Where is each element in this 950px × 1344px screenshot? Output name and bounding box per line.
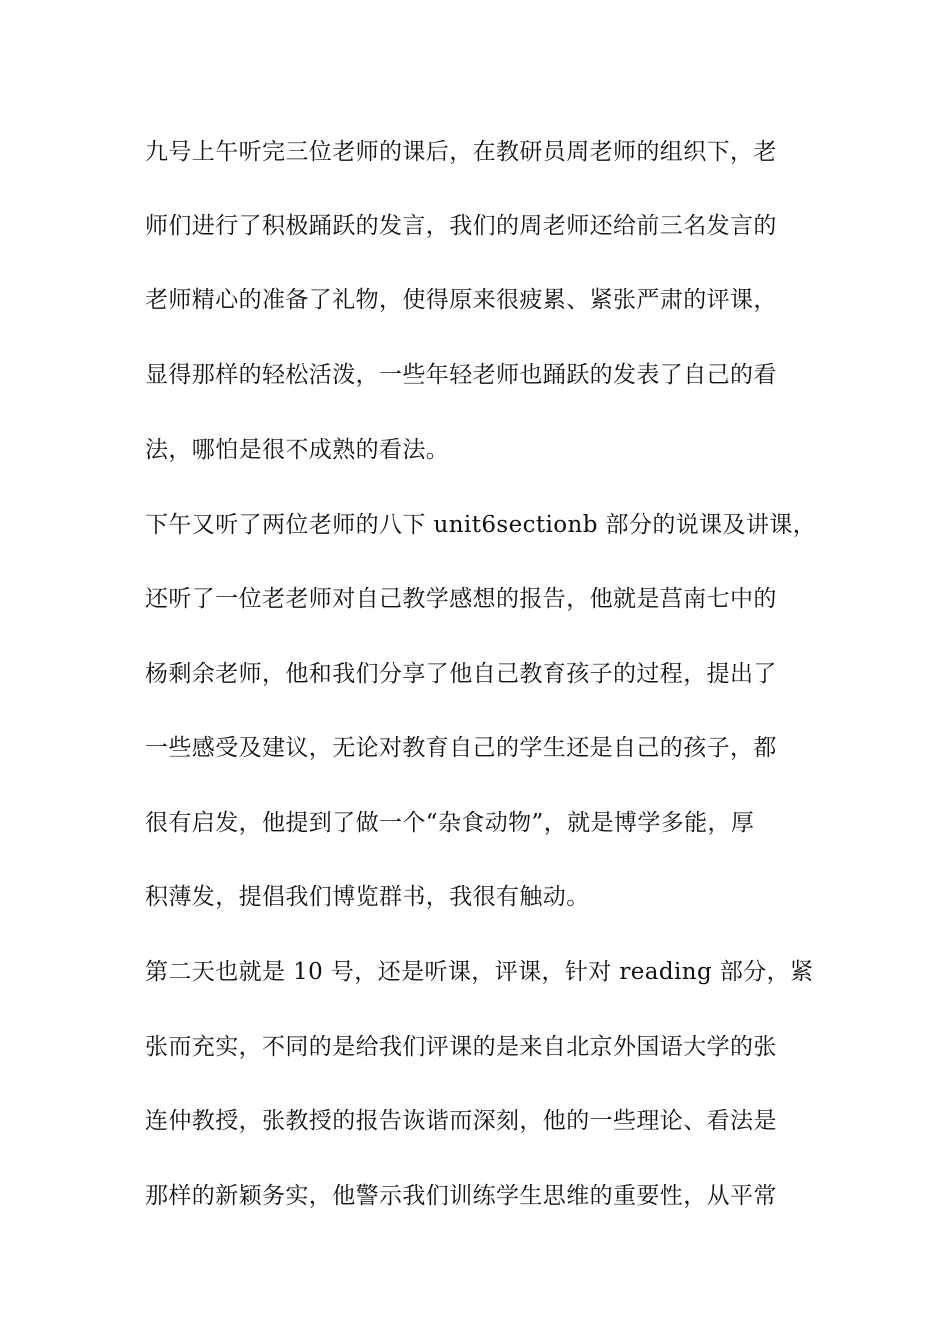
text-line: 显得那样的轻松活泼，一些年轻老师也踊跃的发表了自己的看 bbox=[145, 362, 777, 388]
text-line: 那样的新颖务实，他警示我们训练学生思维的重要性，从平常 bbox=[145, 1183, 777, 1209]
text-line: 一些感受及建议，无论对教育自己的学生还是自己的孩子，都 bbox=[145, 735, 777, 761]
text-line: 张而充实，不同的是给我们评课的是来自北京外国语大学的张 bbox=[145, 1034, 777, 1060]
text-line: 法，哪怕是很不成熟的看法。 bbox=[145, 437, 450, 463]
text-line: 积薄发，提倡我们博览群书，我很有触动。 bbox=[145, 884, 590, 910]
text-line: 第二天也就是 10 号，还是听课，评课，针对 reading 部分，紧 bbox=[145, 959, 814, 985]
text-line: 杨剩余老师，他和我们分享了他自己教育孩子的过程，提出了 bbox=[145, 661, 777, 687]
text-line: 老师精心的准备了礼物，使得原来很疲累、紧张严肃的评课， bbox=[145, 287, 777, 313]
text-line: 下午又听了两位老师的八下 unit6sectionb 部分的说课及讲课， bbox=[145, 512, 817, 538]
text-line: 师们进行了积极踊跃的发言，我们的周老师还给前三名发言的 bbox=[145, 213, 777, 239]
text-line: 还听了一位老老师对自己教学感想的报告，他就是莒南七中的 bbox=[145, 586, 777, 612]
text-line: 连仲教授，张教授的报告诙谐而深刻，他的一些理论、看法是 bbox=[145, 1108, 777, 1134]
text-line: 九号上午听完三位老师的课后，在教研员周老师的组织下，老 bbox=[145, 139, 777, 165]
text-line: 很有启发，他提到了做一个“杂食动物”，就是博学多能，厚 bbox=[145, 810, 755, 836]
